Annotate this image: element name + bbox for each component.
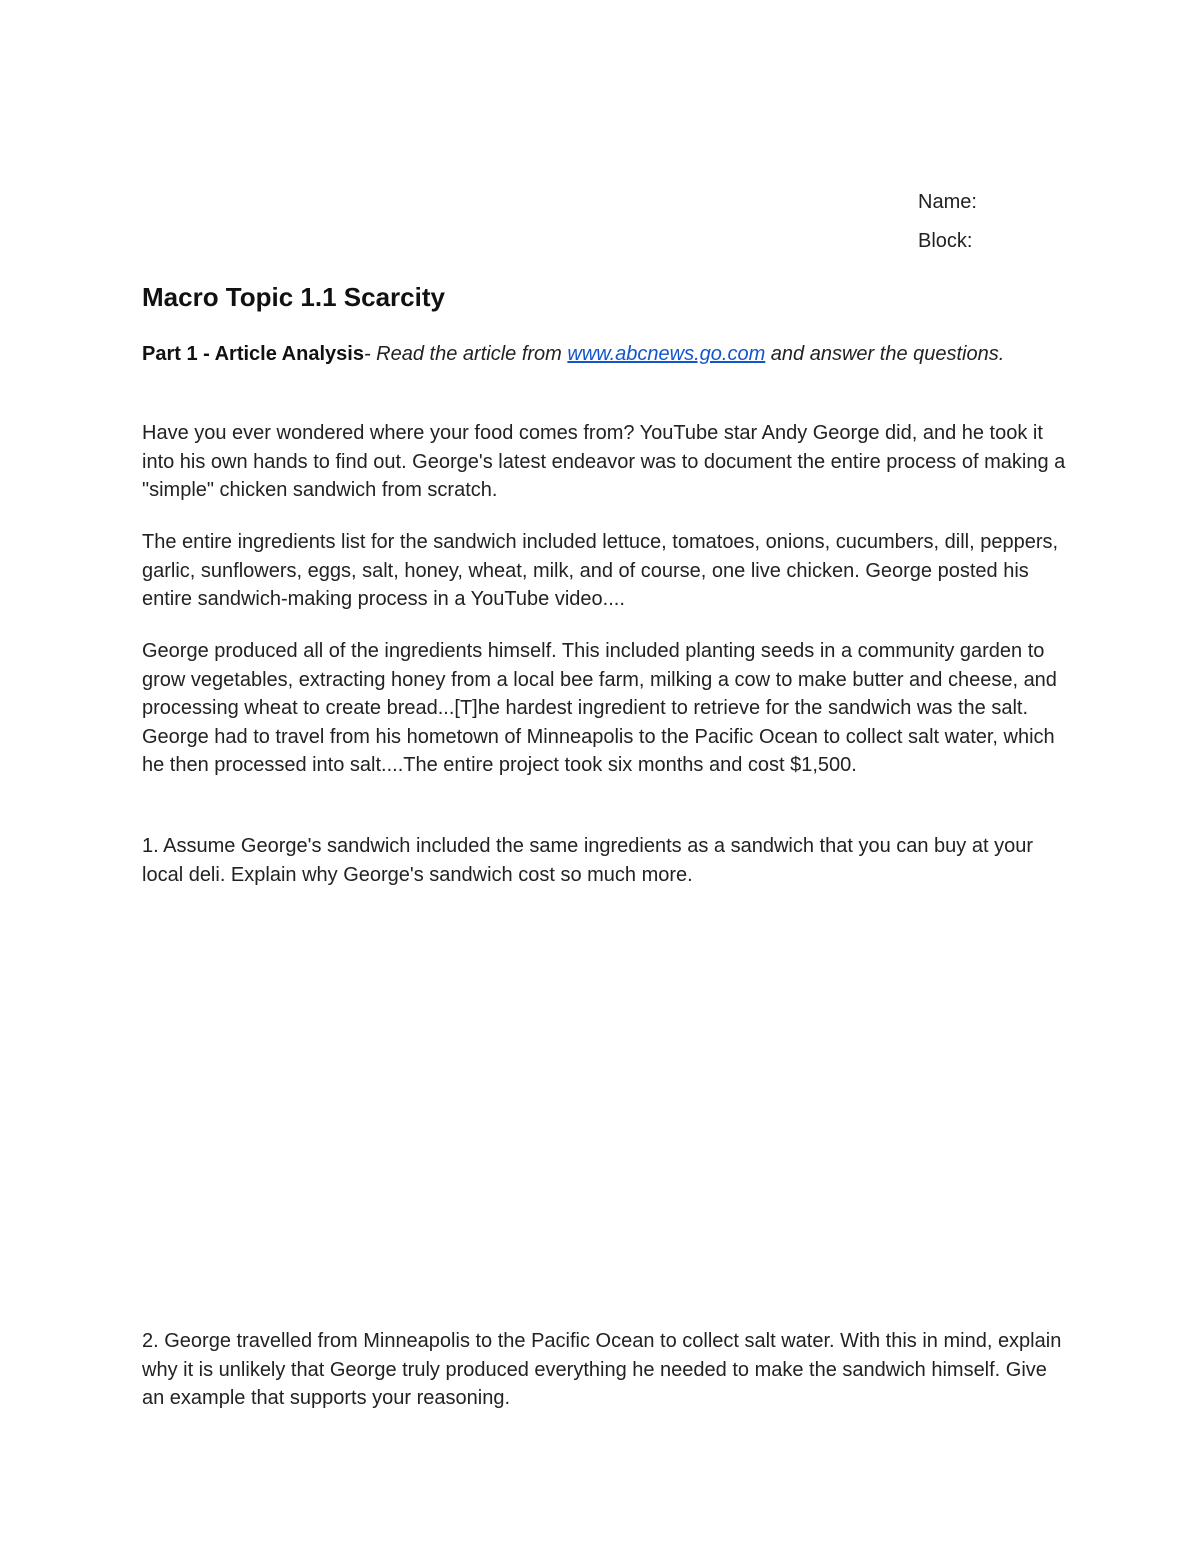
question-1: 1. Assume George's sandwich included the same ingredients as a sandwich that you can buy at your local deli. Explain why George's sandwich cost so much more. [142, 835, 1033, 886]
part-1-label: Part 1 - Article Analysis [142, 343, 364, 365]
part-1-heading [142, 340, 1062, 369]
part-1-instruction-start: Read the article from [370, 343, 568, 365]
name-label: Name: [918, 191, 977, 213]
part-1-separator: - [363, 343, 371, 365]
question-2: 2. George travelled from Minneapolis to the Pacific Ocean to collect salt water. With this in mind, explain why it is unlikely that George truly produced everything he needed to make the sandwich himself. Give an example that supports your reasoning. [142, 1330, 1062, 1410]
part-1-instruction-end: and answer the questions. [765, 343, 1005, 365]
article-paragraph-3: George produced all of the ingredients himself. This included planting seeds in a community garden to grow vegetables, extracting honey from a local bee farm, milking a cow to make butter and cheese, and processing wheat to create bread...[T]he hardest ingredient to retrieve for the sandwich was the salt. George had to travel from his hometown of Minneapolis to the Pacific Ocean to collect salt water, which he then processed into salt....The entire project took six months and cost $1,500. [142, 640, 1057, 777]
article-paragraph-1: Have you ever wondered where your food comes from? YouTube star Andy George did, and he took it into his own hands to find out. George's latest endeavor was to document the entire process of making a "simple" chicken sandwich from scratch. [142, 422, 1066, 502]
article-paragraph-2: The entire ingredients list for the sandwich included lettuce, tomatoes, onions, cucumbers, dill, peppers, garlic, sunflowers, eggs, salt, honey, wheat, milk, and of course, one live chicken. George posted his entire sandwich-making process in a YouTube video.... [142, 531, 1059, 611]
block-label: Block: [918, 230, 973, 252]
page-title: Macro Topic 1.1 Scarcity [142, 282, 445, 312]
abcnews-link[interactable]: www.abcnews.go.com [567, 343, 766, 365]
